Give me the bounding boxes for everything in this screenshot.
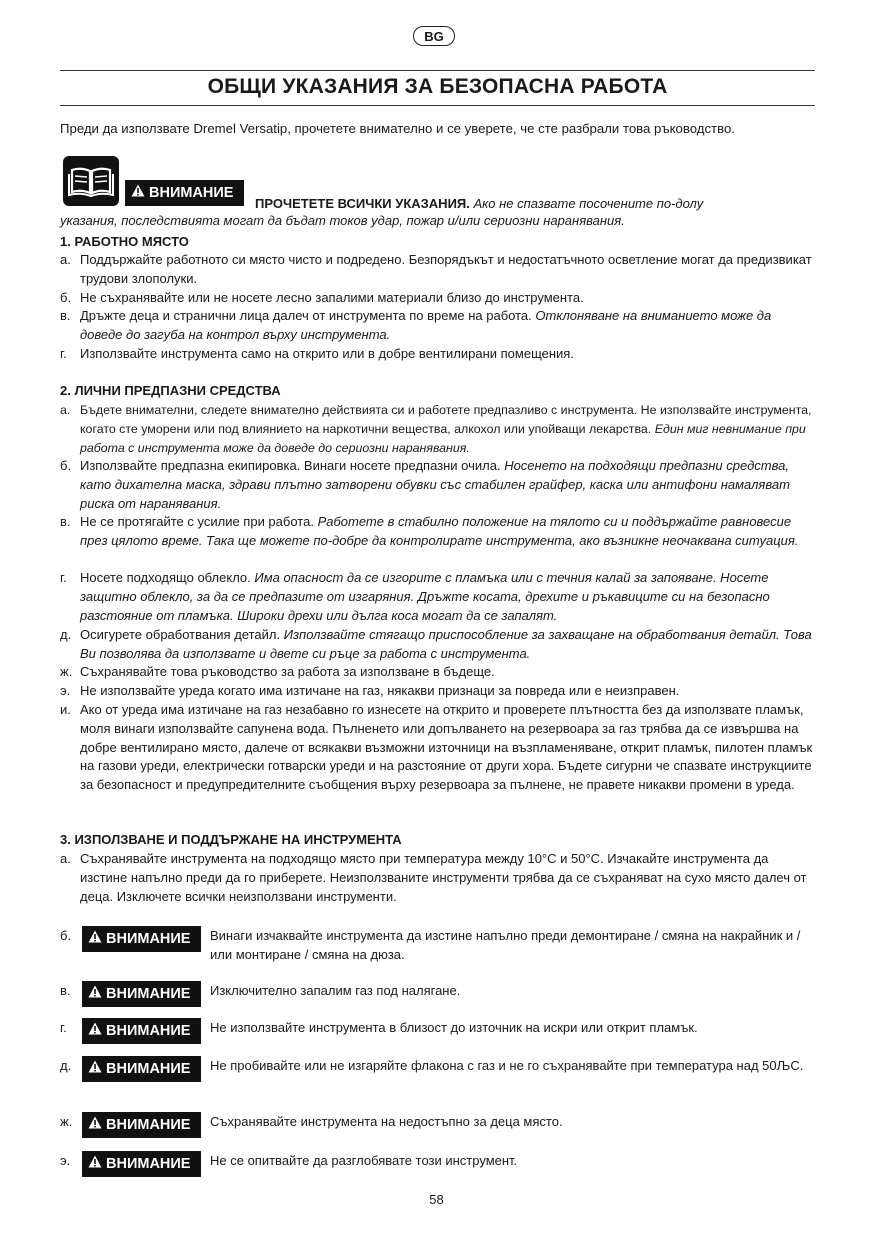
title-rule-bottom: [60, 105, 815, 106]
intro-text: Преди да използвате Dremel Versatip, прочетете внимателно и се уверете, че сте разбрали това ръководство.: [60, 121, 735, 136]
warning-label-main: ВНИМАНИЕ: [125, 180, 244, 206]
section-heading-tool-use: 3. ИЗПОЛЗВАНЕ И ПОДДЪРЖАНЕ НА ИНСТРУМЕНТА: [60, 832, 402, 847]
list-item: а. Съхранявайте инструмента на подходящо място при температура между 10°C и 50°C. Изчакайте инструмента да изстине напълно преди да го приберете. Неизползваните инструменти трябва да се съхраняват на сухо място далеч от деца. Изключете всички неизползвани инструменти.: [60, 851, 807, 904]
list-item: г. Използвайте инструмента само на открито или в добре вентилирани помещения.: [60, 346, 574, 361]
manual-page: BG ОБЩИ УКАЗАНИЯ ЗА БЕЗОПАСНА РАБОТА Преди да използвате Dremel Versatip, прочетете внимателно и се уверете, че сте разбрали това ръководство. ВНИМАНИЕ ПРОЧЕТЕТЕ ВСИЧКИ УКАЗАНИЯ. Ако не спазвате посочените по-долу указания, последствията могат да бъдат токов удар, пожар и/или сериозни наранявания. 1. РАБОТНО МЯСТО а. Поддържайте работното си място чисто и подредено. Безпорядъкът и недостатъчното осветление могат да предизвикат трудови злополуки. б. Не съхранявайте или не носете лесно запалими материали близо до инструмента. в. Дръжте деца и странични лица далеч от инструмента по време на работа. Отклоняване на вниманието може да доведе до загуба на контрол върху инструмента. г. Използвайте инструмента само на открито или в добре вентилирани помещения. 2. ЛИЧНИ ПРЕДПАЗНИ СРЕДСТВА а. Бъдете внимателни, следете внимателно действията си и работете предпазливо с инструмента. Не използвайте инструмента, когато сте уморени или под влиянието на наркотични вещества, алкохол или упойващи лекарства. Един миг невнимание при работа с инструмента може да доведе до сериозни наранявания. б. Използвайте предпазна екипировка. Винаги носете предпазни очила. Носенето на подходящи предпазни средства, като дихателна маска, здрави плътно затворени обувки със стабилен грайфер, каска или антифони намаляват риска от наранявания. в. Не се протягайте с усилие при работа. Работете в стабилно положение на тялото си и поддържайте равновесие през цялото време. Така ще можете по-добре да контролирате инструмента, ако възникне неочаквана ситуация. г. Носете подходящо облекло. Има опасност да се изгорите с пламъка или с течния калай за запояване. Носете защитно облекло, за да се предпазите от изгаряния. Дръжте косата, дрехите и ръкавиците си на безопасно разстояние от пламъка. Широки дрехи или дълга коса могат да се запалят. д. Осигурете обработвания детайл. Използвайте стягащо приспособление за захващане на обработвания детайл. Това Ви позволява да използвате и двете си ръце за работа с инструмента. ж. Съхранявайте това ръководство за работа за използване в бъдеще. э. Не използвайте уреда когато има изтичане на газ, някакви признаци за повреда или е неизправен. и. Ако от уреда има изтичане на газ незабавно го изнесете на открито и проверете плътността без да използвате пламък, моля винаги използвайте сапунена вода. Пълненето или допълването на резервоара за газ трябва да се извършва на добре вентилирано място, далече от всякакви възможни източници на възпламеняване, открит пламък, пилотен пламък на газови уреди, електрически готварски уреди и на разстояние от други хора. Бъдете сигурни че спазвате инструкциите за безопасност и предупредителните съобщения върху резервоара за пълнене, не правете никакви промени в уреда. 3. ИЗПОЛЗВАНЕ И ПОДДЪРЖАНЕ НА ИНСТРУМЕНТА а. Съхранявайте инструмента на подходящо място при температура между 10°C и 50°C. Изчакайте инструмента да изстине напълно преди да го приберете. Неизползваните инструменти трябва да се съхраняват на сухо място далеч от деца. Изключете всички неизползвани инструменти. б. ВНИМАНИЕ Винаги изчаквайте инструмента да изстине напълно преди демонтиране / смяна на накрайник и / или монтиране / смяна на дюза. в. ВНИМАНИЕ Изключително запалим газ под налягане. г. ВНИМАНИЕ Не използвайте инструмента в близост до източник на искри или открит пламък. д. ВНИМАНИЕ Не пробивайте или не изгаряйте флакона с газ и не го съхранявайте при температура над 50ЉС. ж. ВНИМАНИЕ Съхранявайте инструмента на недостъпно за деца място. э. ВНИМАНИЕ Не се опитвайте да разглобявате този инструмент. 58: [0, 0, 873, 1240]
language-badge: BG: [413, 26, 455, 46]
read-all-instructions: ПРОЧЕТЕТЕ ВСИЧКИ УКАЗАНИЯ. Ако не спазвате посочените по-долу: [255, 196, 704, 211]
read-manual-book-icon: [63, 156, 119, 206]
warning-triangle-icon: [88, 1112, 102, 1138]
title-rule-top: [60, 70, 815, 71]
list-item: э. Не използвайте уреда когато има изтичане на газ, някакви признаци за повреда или е неизправен.: [60, 683, 680, 698]
warning-triangle-icon: [88, 1018, 102, 1044]
list-item: б. Използвайте предпазна екипировка. Винаги носете предпазни очила. Носенето на подходящи предпазни средства, като дихателна маска, здрави плътно затворени обувки със стабилен грайфер, каска или антифони намаляват риска от наранявания.: [60, 458, 790, 511]
list-item: в. Не се протягайте с усилие при работа. Работете в стабилно положение на тялото си и поддържайте равновесие през цялото време. Така ще можете по-добре да контролирате инструмента, ако възникне неочаквана ситуация.: [60, 514, 799, 548]
page-number: 58: [429, 1192, 444, 1207]
list-item: б. Не съхранявайте или не носете лесно запалими материали близо до инструмента.: [60, 290, 584, 305]
list-item: а. Поддържайте работното си място чисто и подредено. Безпорядъкът и недостатъчното осветление могат да предизвикат трудови злополуки.: [60, 252, 812, 286]
section-heading-work-area: 1. РАБОТНО МЯСТО: [60, 234, 189, 249]
page-title: ОБЩИ УКАЗАНИЯ ЗА БЕЗОПАСНА РАБОТА: [207, 75, 668, 98]
section-heading-personal-protection: 2. ЛИЧНИ ПРЕДПАЗНИ СРЕДСТВА: [60, 383, 281, 398]
list-item: ж. Съхранявайте това ръководство за работа за използване в бъдеще.: [60, 664, 495, 679]
warning-triangle-icon: [88, 1056, 102, 1082]
warning-triangle-icon: [88, 981, 102, 1007]
list-item: а. Бъдете внимателни, следете внимателно действията си и работете предпазливо с инструмента. Не използвайте инструмента, когато сте уморени или под влиянието на наркотични вещества, алкохол или упойващи лекарства. Един миг невнимание при работа с инструмента може да доведе до сериозни наранявания.: [60, 403, 812, 455]
list-item: в. Дръжте деца и странични лица далеч от инструмента по време на работа. Отклоняване на вниманието може да доведе до загуба на контрол върху инструмента.: [60, 308, 772, 342]
list-item: и. Ако от уреда има изтичане на газ незабавно го изнесете на открито и проверете плътността без да използвате пламък, моля винаги използвайте сапунена вода. Пълненето или допълването на резервоара за газ трябва да се извършва на добре вентилирано място, далече от всякакви възможни източници на възпламеняване, открит пламък, пилотен пламък на газови уреди, електрически готварски уреди и на разстояние от други хора. Бъдете сигурни че спазвате инструкциите за безопасност и предупредителните съобщения върху резервоара за пълнене, не правете никакви промени в уреда.: [60, 702, 813, 793]
read-all-continuation: указания, последствията могат да бъдат токов удар, пожар и/или сериозни наранявания.: [60, 213, 625, 228]
warning-triangle-icon: [88, 1151, 102, 1177]
warning-triangle-icon: [88, 926, 102, 952]
list-item: г. Носете подходящо облекло. Има опасност да се изгорите с пламъка или с течния калай за запояване. Носете защитно облекло, за да се предпазите от изгаряния. Дръжте косата, дрехите и ръкавиците си на безопасно разстояние от пламъка. Широки дрехи или дълга коса могат да се запалят.: [60, 570, 770, 623]
warning-triangle-icon: [131, 180, 145, 206]
list-item: д. Осигурете обработвания детайл. Използвайте стягащо приспособление за захващане на обработвания детайл. Това Ви позволява да използвате и двете си ръце за работа с инструмента.: [60, 627, 812, 661]
